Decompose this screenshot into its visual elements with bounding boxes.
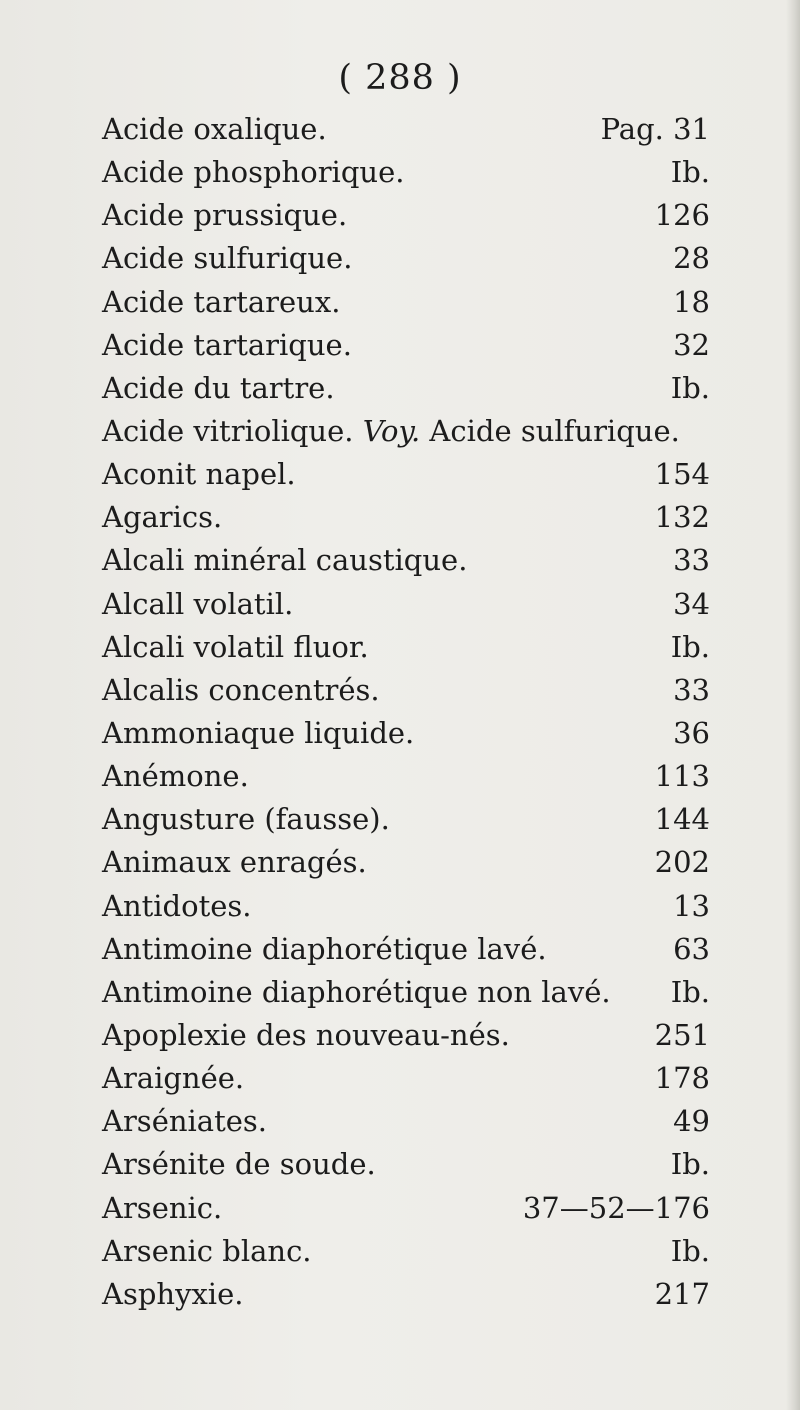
entry-page: 37—52—176 xyxy=(522,1190,710,1225)
entry-term: Alcali volatil fluor. xyxy=(102,629,369,664)
entry-page: 178 xyxy=(654,1061,710,1096)
entry-term: Ammoniaque liquide. xyxy=(102,715,415,750)
index-entry xyxy=(102,539,710,582)
see-also-marker: Voy. xyxy=(362,413,421,448)
entry-page: 49 xyxy=(673,1104,710,1139)
page-edge xyxy=(786,0,800,1410)
entry-page: Pag. 31 xyxy=(600,112,710,146)
index-entry xyxy=(102,453,710,496)
entry-term: Alcall volatil. xyxy=(102,586,294,621)
entry-term: Angusture (fausse). xyxy=(102,802,390,837)
index-entry xyxy=(102,194,710,237)
entry-page: Ib. xyxy=(670,629,710,664)
entry-term: Acide phosphorique. xyxy=(102,155,405,190)
entry-page: Ib. xyxy=(670,1147,710,1182)
entry-term: Acide prussique. xyxy=(102,198,348,233)
entry-term: Asphyxie. xyxy=(102,1276,244,1311)
entry-term: Arsenic blanc. xyxy=(102,1233,312,1268)
entry-term: Arséniates. xyxy=(102,1104,268,1139)
page-number: ( 288 ) xyxy=(338,58,462,98)
entry-term: Animaux enragés. xyxy=(102,845,367,880)
entry-term: Anémone. xyxy=(102,759,249,794)
index-entry xyxy=(102,885,710,928)
entry-term: Araignée. xyxy=(102,1061,245,1096)
entry-page: 18 xyxy=(673,284,710,319)
entry-page: 217 xyxy=(654,1276,710,1311)
entry-page: 251 xyxy=(654,1017,710,1052)
entry-term: Antimoine diaphorétique non lavé. xyxy=(102,974,611,1009)
index-entry xyxy=(102,971,710,1014)
index-entry xyxy=(102,496,710,539)
index-entry xyxy=(102,324,710,367)
index-entry xyxy=(102,626,710,669)
entry-page: 132 xyxy=(654,500,710,535)
entry-page: 113 xyxy=(654,759,710,794)
index-entry xyxy=(102,1143,710,1186)
entry-term: Arsenic. xyxy=(102,1190,223,1225)
entry-page: Ib. xyxy=(670,370,710,405)
index-entry xyxy=(102,755,710,798)
index-entry xyxy=(102,1187,710,1230)
cross-reference-line xyxy=(102,410,680,453)
entry-page: Ib. xyxy=(670,1233,710,1268)
entry-page: 33 xyxy=(673,672,710,707)
entry-page: 33 xyxy=(673,543,710,578)
entry-term: Apoplexie des nouveau-nés. xyxy=(102,1017,510,1052)
entry-page: 202 xyxy=(654,845,710,880)
index-list xyxy=(102,108,710,1316)
entry-term: Arsénite de soude. xyxy=(102,1147,376,1182)
index-entry xyxy=(102,108,710,151)
entry-page: 34 xyxy=(673,586,710,621)
entry-term: Acide tartarique. xyxy=(102,327,352,362)
index-entry xyxy=(102,1230,710,1273)
index-entry-cross-reference xyxy=(102,410,710,453)
index-entry xyxy=(102,928,710,971)
entry-term: Alcalis concentrés. xyxy=(102,672,380,707)
entry-term: Acide tartareux. xyxy=(102,284,341,319)
entry-term: Acide vitriolique. xyxy=(102,413,354,448)
index-entry xyxy=(102,712,710,755)
entry-page: 126 xyxy=(654,198,710,233)
index-entry xyxy=(102,237,710,280)
entry-page: 32 xyxy=(673,327,710,362)
entry-term: Acide du tartre. xyxy=(102,370,335,405)
index-entry xyxy=(102,798,710,841)
index-entry xyxy=(102,1014,710,1057)
entry-page: 63 xyxy=(673,931,710,966)
entry-term: Agarics. xyxy=(102,500,223,535)
index-entry xyxy=(102,281,710,324)
entry-page: Ib. xyxy=(670,155,710,190)
index-entry xyxy=(102,1057,710,1100)
see-also-target: Acide sulfurique. xyxy=(429,413,680,448)
index-entry xyxy=(102,841,710,884)
entry-page: 144 xyxy=(654,802,710,837)
entry-term: Antidotes. xyxy=(102,888,252,923)
entry-term: Alcali minéral caustique. xyxy=(102,543,468,578)
index-entry xyxy=(102,367,710,410)
index-entry xyxy=(102,669,710,712)
entry-page: 28 xyxy=(673,241,710,276)
entry-page: 154 xyxy=(654,457,710,492)
entry-term: Acide sulfurique. xyxy=(102,241,353,276)
index-entry xyxy=(102,583,710,626)
entry-page: 13 xyxy=(673,888,710,923)
index-entry xyxy=(102,1273,710,1316)
entry-page: 36 xyxy=(673,715,710,750)
entry-term: Aconit napel. xyxy=(102,457,296,492)
index-entry xyxy=(102,151,710,194)
entry-term: Antimoine diaphorétique lavé. xyxy=(102,931,547,966)
entry-term: Acide oxalique. xyxy=(102,112,327,146)
entry-page: Ib. xyxy=(670,974,710,1009)
index-entry xyxy=(102,1100,710,1143)
